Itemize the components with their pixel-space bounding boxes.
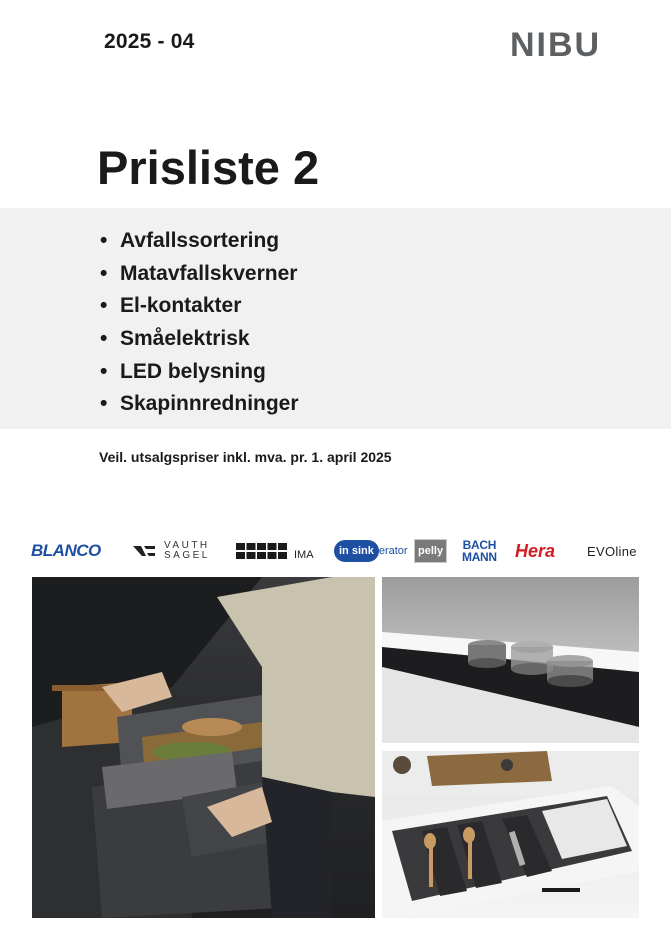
blanco-logo: BLANCO — [31, 541, 101, 560]
bullet-icon: • — [100, 294, 108, 318]
insink-text: erator — [378, 545, 408, 557]
ima-bricks-icon — [236, 543, 288, 559]
topic-label: Skapinnredninger — [120, 392, 299, 416]
drawer-insert-photo — [382, 751, 639, 918]
partner-logo-strip — [31, 534, 643, 568]
topics-list — [100, 225, 299, 421]
insink-circle: in sink — [334, 540, 379, 562]
topic-item — [100, 225, 299, 258]
kitchen-waste-sorting-photo — [32, 577, 375, 918]
vauth-sagel-logo — [132, 534, 210, 568]
topic-label: Avfallssortering — [120, 229, 280, 252]
bachmann-line1: BACH — [462, 538, 497, 552]
bachmann-logo — [462, 534, 497, 568]
topic-item — [100, 388, 299, 421]
page-title: Prisliste 2 — [97, 141, 320, 194]
topic-item — [100, 323, 299, 356]
led-shelf-photo — [382, 577, 639, 743]
sagel-text: SAGEL — [164, 550, 210, 561]
vauth-text: VAUTH — [164, 540, 210, 551]
nibu-logo: NIBU — [510, 26, 602, 64]
topic-item — [100, 290, 299, 323]
pelly-text: pelly — [414, 539, 447, 563]
bullet-icon: • — [100, 261, 108, 285]
topic-label: Matavfallskverner — [120, 261, 298, 285]
hera-logo: Hera — [515, 540, 556, 561]
vauth-sagel-mark-icon — [132, 543, 156, 559]
topic-label: LED belysning — [120, 359, 266, 383]
pelly-logo — [414, 534, 447, 568]
evoline-logo: EVOline — [587, 543, 637, 559]
topic-label: El-kontakter — [120, 294, 242, 318]
topic-label: Småelektrisk — [120, 327, 250, 351]
bachmann-line2: MANN — [462, 550, 497, 564]
topic-item — [100, 258, 299, 291]
topic-item — [100, 356, 299, 389]
edition-label: 2025 - 04 — [104, 30, 195, 53]
bullet-icon: • — [100, 359, 108, 383]
insinkerator-logo — [334, 534, 408, 568]
bullet-icon: • — [100, 392, 108, 416]
price-note: Veil. utsalgspriser inkl. mva. pr. 1. april 2025 — [99, 449, 392, 465]
ima-text: IMA — [294, 549, 314, 561]
bullet-icon: • — [100, 229, 108, 252]
ima-logo — [236, 534, 314, 568]
bullet-icon: • — [100, 327, 108, 351]
